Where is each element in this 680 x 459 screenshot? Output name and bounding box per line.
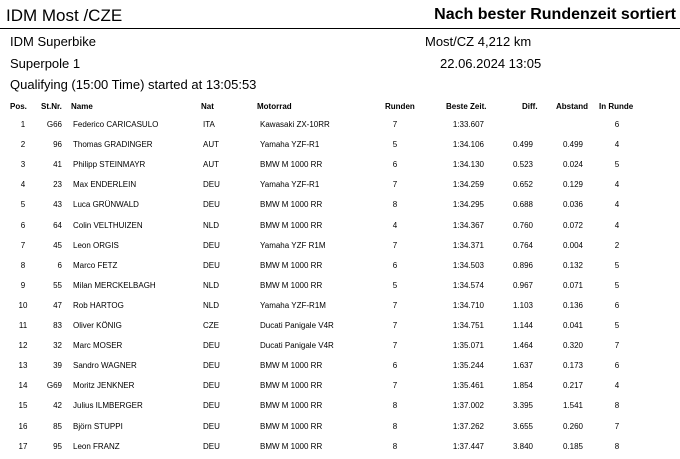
best-time-cell: 1:35.071 [452, 341, 484, 351]
diff-cell: 0.896 [512, 260, 533, 270]
in-lap-cell: 5 [614, 160, 620, 170]
table-row [0, 376, 680, 396]
start-number-cell: 85 [53, 421, 62, 431]
in-lap-cell: 4 [614, 220, 620, 230]
nationality-cell: DEU [203, 200, 220, 210]
pos-cell: 6 [20, 220, 26, 230]
nationality-cell: DEU [203, 180, 220, 190]
bike-cell: BMW M 1000 RR [260, 441, 323, 451]
diff-cell: 0.764 [512, 240, 533, 250]
table-row [0, 396, 680, 416]
start-number-cell: 42 [53, 401, 62, 411]
laps-cell: 5 [392, 280, 398, 290]
in-lap-cell: 6 [614, 300, 620, 310]
table-row [0, 356, 680, 376]
gap-cell: 0.260 [562, 421, 583, 431]
nationality-cell: DEU [203, 381, 220, 391]
pos-cell: 16 [18, 421, 28, 431]
pos-cell: 8 [20, 260, 26, 270]
laps-cell: 7 [392, 120, 398, 129]
rider-name-cell: Thomas GRADINGER [73, 140, 153, 150]
in-lap-cell: 5 [614, 280, 620, 290]
gap-cell: 1.541 [562, 401, 583, 411]
in-lap-cell: 7 [614, 341, 620, 351]
header-stnr: St.Nr. [41, 102, 62, 111]
laps-cell: 8 [392, 421, 398, 431]
diff-cell: 1.854 [512, 381, 533, 391]
start-number-cell: 41 [53, 160, 62, 170]
best-time-cell: 1:34.371 [452, 240, 484, 250]
table-row [0, 236, 680, 256]
table-row [0, 417, 680, 437]
in-lap-cell: 4 [614, 200, 620, 210]
best-time-cell: 1:34.751 [452, 321, 484, 330]
laps-cell: 8 [392, 441, 398, 451]
bike-cell: Ducati Panigale V4R [260, 341, 334, 351]
bike-cell: Kawasaki ZX-10RR [260, 120, 330, 129]
rider-name-cell: Marco FETZ [73, 260, 118, 270]
diff-cell: 0.760 [512, 220, 533, 230]
start-number-cell: G69 [46, 381, 62, 391]
nationality-cell: DEU [203, 240, 220, 250]
diff-cell: 0.499 [512, 140, 533, 150]
pos-cell: 9 [20, 280, 26, 290]
nationality-cell: DEU [203, 441, 220, 451]
start-number-cell: 39 [53, 361, 62, 371]
pos-cell: 5 [20, 200, 26, 210]
diff-cell: 3.395 [512, 401, 533, 411]
in-lap-cell: 6 [614, 120, 620, 129]
diff-cell: 0.967 [512, 280, 533, 290]
gap-cell: 0.499 [562, 140, 583, 150]
table-row [0, 296, 680, 316]
rider-name-cell: Luca GRÜNWALD [73, 200, 139, 210]
start-number-cell: 96 [53, 140, 62, 150]
gap-cell: 0.320 [562, 341, 583, 351]
gap-cell: 0.036 [562, 200, 583, 210]
best-time-cell: 1:34.367 [452, 220, 484, 230]
rider-name-cell: Leon ORGIS [73, 240, 119, 250]
table-row [0, 135, 680, 155]
gap-cell: 0.132 [562, 260, 583, 270]
bike-cell: Yamaha YZF R1M [260, 240, 326, 250]
gap-cell: 0.041 [562, 321, 583, 330]
rider-name-cell: Colin VELTHUIZEN [73, 220, 143, 230]
in-lap-cell: 4 [614, 381, 620, 391]
bike-cell: BMW M 1000 RR [260, 260, 323, 270]
laps-cell: 6 [392, 361, 398, 371]
rider-name-cell: Marc MOSER [73, 341, 123, 351]
rider-name-cell: Rob HARTOG [73, 300, 124, 310]
pos-cell: 17 [18, 441, 28, 451]
laps-cell: 8 [392, 200, 398, 210]
rider-name-cell: Julius ILMBERGER [73, 401, 143, 411]
qualifying-info: Qualifying (15:00 Time) started at 13:05:53 [10, 77, 257, 92]
diff-cell: 3.840 [512, 441, 533, 451]
diff-cell: 1.103 [512, 300, 533, 310]
best-time-cell: 1:34.574 [452, 280, 484, 290]
table-row [0, 175, 680, 195]
table-row [0, 336, 680, 356]
diff-cell: 1.144 [512, 321, 533, 330]
rider-name-cell: Milan MERCKELBAGH [73, 280, 156, 290]
header-pos: Pos. [10, 102, 27, 111]
in-lap-cell: 4 [614, 140, 620, 150]
table-row [0, 437, 680, 457]
best-time-cell: 1:35.244 [452, 361, 484, 371]
gap-cell: 0.024 [562, 160, 583, 170]
session-name: Superpole 1 [10, 56, 81, 71]
bike-cell: Yamaha YZF-R1 [260, 180, 320, 190]
best-time-cell: 1:37.262 [452, 421, 484, 431]
sort-label: Nach bester Rundenzeit sortiert [434, 6, 676, 23]
diff-cell: 3.655 [512, 421, 533, 431]
nationality-cell: AUT [203, 140, 219, 150]
header-name: Name [71, 102, 93, 111]
laps-cell: 7 [392, 300, 398, 310]
pos-cell: 4 [20, 180, 26, 190]
nationality-cell: NLD [203, 220, 220, 230]
bike-cell: BMW M 1000 RR [260, 200, 323, 210]
laps-cell: 8 [392, 401, 398, 411]
start-number-cell: 95 [53, 441, 62, 451]
start-number-cell: 32 [53, 341, 62, 351]
event-title: IDM Most /CZE [6, 6, 123, 25]
gap-cell: 0.129 [562, 180, 583, 190]
header-laps: Runden [385, 102, 415, 111]
header-diff: Diff. [522, 102, 538, 111]
session-date: 22.06.2024 13:05 [440, 56, 542, 71]
best-time-cell: 1:34.295 [452, 200, 484, 210]
nationality-cell: NLD [203, 280, 220, 290]
header-nat: Nat [201, 102, 214, 111]
rider-name-cell: Philipp STEINMAYR [73, 160, 146, 170]
laps-cell: 4 [392, 220, 398, 230]
best-time-cell: 1:34.106 [452, 140, 484, 150]
rider-name-cell: Björn STUPPI [73, 421, 123, 431]
title-bar [0, 0, 680, 29]
best-time-cell: 1:33.607 [452, 120, 484, 129]
nationality-cell: DEU [203, 401, 220, 411]
gap-cell: 0.217 [562, 381, 583, 391]
rider-name-cell: Leon FRANZ [73, 441, 120, 451]
start-number-cell: 83 [53, 321, 62, 330]
rider-name-cell: Max ENDERLEIN [73, 180, 137, 190]
gap-cell: 0.071 [562, 280, 583, 290]
in-lap-cell: 7 [614, 421, 620, 431]
rider-name-cell: Sandro WAGNER [73, 361, 137, 371]
table-row [0, 256, 680, 276]
bike-cell: Ducati Panigale V4R [260, 321, 334, 330]
table-row [0, 316, 680, 336]
laps-cell: 6 [392, 160, 398, 170]
bike-cell: BMW M 1000 RR [260, 381, 323, 391]
start-number-cell: 43 [53, 200, 62, 210]
gap-cell: 0.185 [562, 441, 583, 451]
start-number-cell: 64 [53, 220, 62, 230]
start-number-cell: 23 [53, 180, 62, 190]
in-lap-cell: 8 [614, 441, 620, 451]
nationality-cell: DEU [203, 260, 220, 270]
start-number-cell: 6 [57, 260, 62, 270]
in-lap-cell: 4 [614, 180, 620, 190]
diff-cell: 1.464 [512, 341, 533, 351]
table-row [0, 195, 680, 215]
nationality-cell: ITA [203, 120, 215, 129]
start-number-cell: 47 [53, 300, 62, 310]
rider-name-cell: Moritz JENKNER [73, 381, 135, 391]
gap-cell: 0.072 [562, 220, 583, 230]
best-time-cell: 1:34.710 [452, 300, 484, 310]
pos-cell: 3 [20, 160, 26, 170]
laps-cell: 7 [392, 240, 398, 250]
bike-cell: BMW M 1000 RR [260, 280, 323, 290]
best-time-cell: 1:34.259 [452, 180, 484, 190]
pos-cell: 10 [18, 300, 28, 310]
pos-cell: 12 [18, 341, 28, 351]
gap-cell: 0.136 [562, 300, 583, 310]
pos-cell: 14 [18, 381, 28, 391]
pos-cell: 15 [18, 401, 28, 411]
gap-cell: 0.004 [562, 240, 583, 250]
diff-cell: 0.523 [512, 160, 533, 170]
diff-cell: 1.637 [512, 361, 533, 371]
best-time-cell: 1:35.461 [452, 381, 484, 391]
nationality-cell: DEU [203, 361, 220, 371]
nationality-cell: AUT [203, 160, 219, 170]
best-time-cell: 1:34.503 [452, 260, 484, 270]
pos-cell: 2 [20, 140, 26, 150]
best-time-cell: 1:37.447 [452, 441, 484, 451]
laps-cell: 6 [392, 260, 398, 270]
table-row [0, 155, 680, 175]
gap-cell: 0.173 [562, 361, 583, 371]
class-name: IDM Superbike [10, 34, 96, 49]
rider-name-cell: Federico CARICASULO [73, 120, 159, 129]
start-number-cell: 55 [53, 280, 62, 290]
bike-cell: BMW M 1000 RR [260, 401, 323, 411]
pos-cell: 7 [20, 240, 26, 250]
diff-cell: 0.688 [512, 200, 533, 210]
laps-cell: 5 [392, 140, 398, 150]
in-lap-cell: 5 [614, 260, 620, 270]
header-gap: Abstand [556, 102, 588, 111]
nationality-cell: DEU [203, 421, 220, 431]
header-bike: Motorrad [257, 102, 292, 111]
header-best: Beste Zeit. [446, 102, 487, 111]
header-inlap: In Runde [599, 102, 634, 111]
pos-cell: 1 [20, 120, 26, 129]
nationality-cell: DEU [203, 341, 220, 351]
laps-cell: 7 [392, 341, 398, 351]
bike-cell: BMW M 1000 RR [260, 421, 323, 431]
pos-cell: 13 [18, 361, 28, 371]
bike-cell: Yamaha YZF-R1M [260, 300, 326, 310]
start-number-cell: 45 [53, 240, 62, 250]
track-info: Most/CZ 4,212 km [425, 34, 532, 49]
best-time-cell: 1:34.130 [452, 160, 484, 170]
bike-cell: BMW M 1000 RR [260, 220, 323, 230]
bike-cell: Yamaha YZF-R1 [260, 140, 320, 150]
nationality-cell: NLD [203, 300, 220, 310]
laps-cell: 7 [392, 381, 398, 391]
table-row [0, 276, 680, 296]
nationality-cell: CZE [203, 321, 219, 330]
start-number-cell: G66 [46, 120, 62, 129]
in-lap-cell: 8 [614, 401, 620, 411]
pos-cell: 11 [18, 321, 28, 330]
in-lap-cell: 6 [614, 361, 620, 371]
in-lap-cell: 5 [614, 321, 620, 330]
table-row [0, 216, 680, 236]
laps-cell: 7 [392, 180, 398, 190]
laps-cell: 7 [392, 321, 398, 330]
table-row [0, 115, 680, 135]
diff-cell: 0.652 [512, 180, 533, 190]
bike-cell: BMW M 1000 RR [260, 160, 323, 170]
best-time-cell: 1:37.002 [452, 401, 484, 411]
rider-name-cell: Oliver KÖNIG [73, 321, 122, 330]
bike-cell: BMW M 1000 RR [260, 361, 323, 371]
in-lap-cell: 2 [614, 240, 620, 250]
